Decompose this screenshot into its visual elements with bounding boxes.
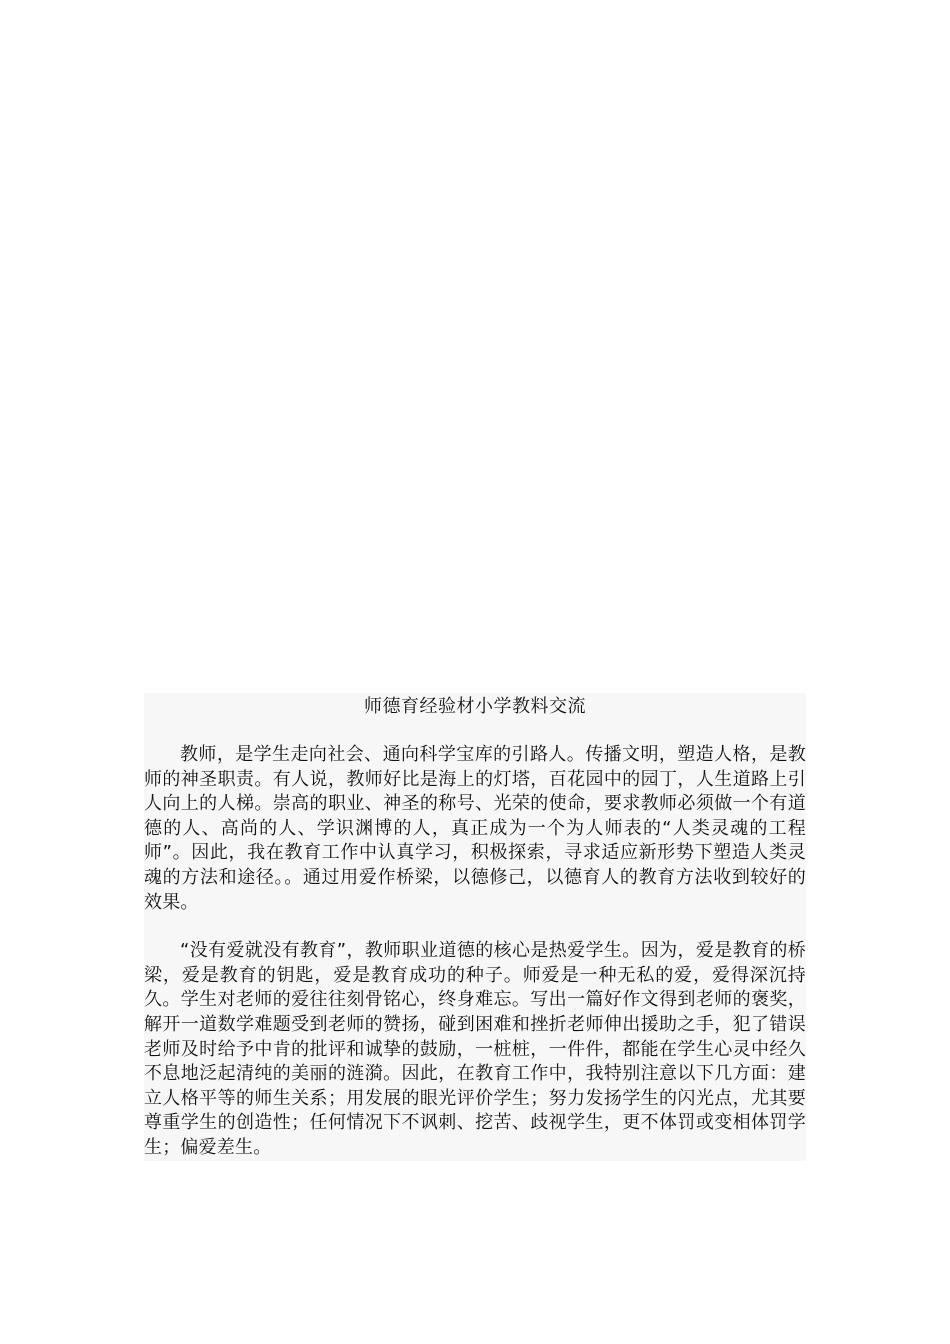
paragraph-2: “没有爱就没有教育”，教师职业道德的核心是热爱学生。因为，爱是教育的桥梁，爱是教育的钥匙，爱是教育成功的种子。师爱是一种无私的爱，爱得深沉持久。学生对老师的爱往往刻骨铭心，终身难忘。写出一篇好作文得到老师的褒奖，解开一道数学难题受到老师的赞扬，碰到困难和挫折老师伸出援助之手，犯了错误老师及时给予中肯的批评和诚挚的鼓励，一桩桩，一件件，都能在学生心灵中经久不息地泛起清纯的美丽的涟漪。因此，在教育工作中，我特别注意以下几方面：建立人格平等的师生关系；用发展的眼光评价学生；努力发扬学生的闪光点，尤其要尊重学生的创造性；任何情况下不讽刺、挖苦、歧视学生，更不体罚或变相体罚学生；偏爱差生。	[144, 940, 806, 1158]
text-block	[144, 693, 806, 1161]
paragraph-1: 教师，是学生走向社会、通向科学宝库的引路人。传播文明，塑造人格，是教师的神圣职责。有人说，教师好比是海上的灯塔，百花园中的园丁，人生道路上引人向上的人梯。崇高的职业、神圣的称号、光荣的使命，要求教师必须做一个有道德的人、高尚的人、学识渊博的人，真正成为一个为人师表的“人类灵魂的工程师”。因此，我在教育工作中认真学习，积极探索，寻求适应新形势下塑造人类灵魂的方法和途径。。通过用爱作桥梁，以德修己，以德育人的教育方法收到较好的效果。	[144, 744, 806, 913]
document-title: 师德育经验材小学教料交流	[364, 696, 586, 717]
